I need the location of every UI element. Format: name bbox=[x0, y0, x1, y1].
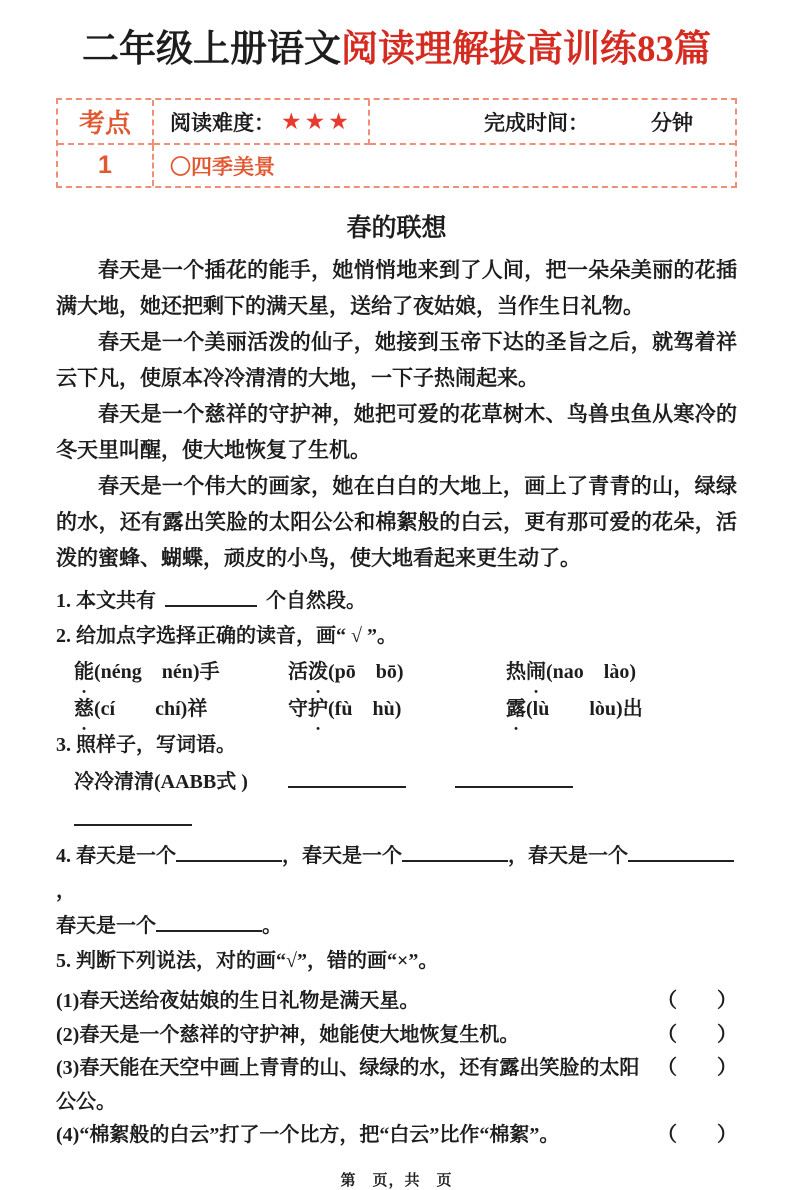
topic-label: 〇四季美景 bbox=[170, 154, 275, 179]
pinyin-options-row-1 bbox=[56, 654, 737, 691]
difficulty-label: 阅读难度： bbox=[170, 110, 275, 135]
pinyin-options-row-2 bbox=[56, 691, 737, 728]
passage-paragraph: 春天是一个插花的能手，她悄悄地来到了人间，把一朵朵美丽的花插满大地，她还把剩下的满天星，送给了夜姑娘，当作生日礼物。 bbox=[56, 258, 737, 319]
difficulty-cell bbox=[154, 100, 370, 145]
dotted-char: 闹 bbox=[526, 661, 546, 684]
passage-paragraph: 春天是一个美丽活泼的仙子，她接到玉帝下达的圣旨之后，就驾着祥云下凡，使原本冷冷清清的大地，一下子热闹起来。 bbox=[56, 330, 737, 391]
pinyin-item: 热闹(nao lào) bbox=[506, 654, 737, 691]
reading-passage bbox=[56, 208, 737, 576]
question-section bbox=[56, 584, 737, 1153]
question-1-prefix: 1. 本文共有 bbox=[56, 590, 156, 613]
kaodian-number: 1 bbox=[58, 145, 154, 186]
answer-paren: （ ） bbox=[657, 1023, 737, 1046]
dotted-char: 露 bbox=[506, 698, 526, 721]
time-unit: 分钟 bbox=[651, 110, 693, 135]
dotted-char: 护 bbox=[308, 698, 328, 721]
answer-blank bbox=[628, 843, 734, 862]
answer-blank bbox=[176, 843, 282, 862]
exam-info-box bbox=[56, 98, 737, 188]
answer-blank bbox=[74, 807, 192, 826]
answer-blank bbox=[455, 769, 573, 788]
answer-blank bbox=[165, 588, 257, 607]
statement-row bbox=[56, 985, 737, 1019]
passage-paragraph: 春天是一个伟大的画家，她在白白的大地上，画上了青青的山，绿绿的水，还有露出笑脸的太阳公公和棉絮般的白云，更有那可爱的花朵，活泼的蜜蜂、蝴蝶，顽皮的小鸟，使大地看起来更生动了。 bbox=[56, 474, 737, 571]
pinyin-item: 活泼(pō bō) bbox=[288, 654, 506, 691]
page-title bbox=[56, 26, 737, 74]
answer-paren: （ ） bbox=[657, 990, 737, 1013]
statement-row bbox=[56, 1119, 737, 1153]
difficulty-stars-icon: ★★★ bbox=[281, 108, 352, 134]
question-5-statements bbox=[56, 985, 737, 1153]
answer-blank bbox=[402, 843, 508, 862]
answer-blank bbox=[156, 913, 262, 932]
answer-paren: （ ） bbox=[657, 1124, 737, 1147]
aabb-example: 冷冷清清(AABB式 ) bbox=[74, 771, 248, 794]
answer-blank bbox=[288, 769, 406, 788]
time-label: 完成时间： bbox=[484, 110, 589, 135]
pinyin-item: 守护(fù hù) bbox=[288, 691, 506, 728]
question-2: 2. 给加点字选择正确的读音，画“ √ ”。 bbox=[56, 625, 397, 648]
page-title-red: 阅读理解拔高训练83篇 bbox=[341, 29, 711, 70]
question-4: 4. 春天是一个 ，春天是一个 ，春天是一个， 春天是一个 。 bbox=[56, 839, 737, 944]
question-5: 5. 判断下列说法，对的画“√”，错的画“×”。 bbox=[56, 950, 439, 973]
page-footer: 第 页，共 页 bbox=[340, 1172, 453, 1189]
dotted-char: 慈 bbox=[74, 698, 94, 721]
statement-row bbox=[56, 1052, 737, 1119]
passage-paragraph: 春天是一个慈祥的守护神，她把可爱的花草树木、鸟兽虫鱼从寒冷的冬天里叫醒，使大地恢复了生机。 bbox=[56, 402, 737, 463]
statement-text: (4)“棉絮般的白云”打了一个比方，把“白云”比作“棉絮”。 bbox=[56, 1124, 560, 1147]
question-1-suffix: 个自然段。 bbox=[266, 590, 366, 613]
statement-text: (2)春天是一个慈祥的守护神，她能使大地恢复生机。 bbox=[56, 1023, 520, 1046]
pinyin-item: 露(lù lòu)出 bbox=[506, 691, 737, 728]
statement-text: (1)春天送给夜姑娘的生日礼物是满天星。 bbox=[56, 990, 420, 1013]
dotted-char: 泼 bbox=[308, 661, 328, 684]
page-title-black: 二年级上册语文 bbox=[82, 29, 341, 70]
question-3-example-line bbox=[56, 763, 737, 839]
statement-row bbox=[56, 1019, 737, 1053]
dotted-char: 能 bbox=[74, 661, 94, 684]
answer-paren: （ ） bbox=[657, 1057, 737, 1080]
pinyin-item: 慈(cí chí)祥 bbox=[74, 691, 288, 728]
kaodian-label: 考点 bbox=[58, 100, 154, 145]
question-3: 3. 照样子，写词语。 bbox=[56, 734, 236, 757]
pinyin-item: 能(néng nén)手 bbox=[74, 654, 288, 691]
completion-time-cell bbox=[370, 100, 735, 145]
question-1 bbox=[56, 584, 737, 619]
statement-text: (3)春天能在天空中画上青青的山、绿绿的水，还有露出笑脸的太阳公公。 bbox=[56, 1057, 640, 1113]
passage-title: 春的联想 bbox=[346, 215, 447, 243]
